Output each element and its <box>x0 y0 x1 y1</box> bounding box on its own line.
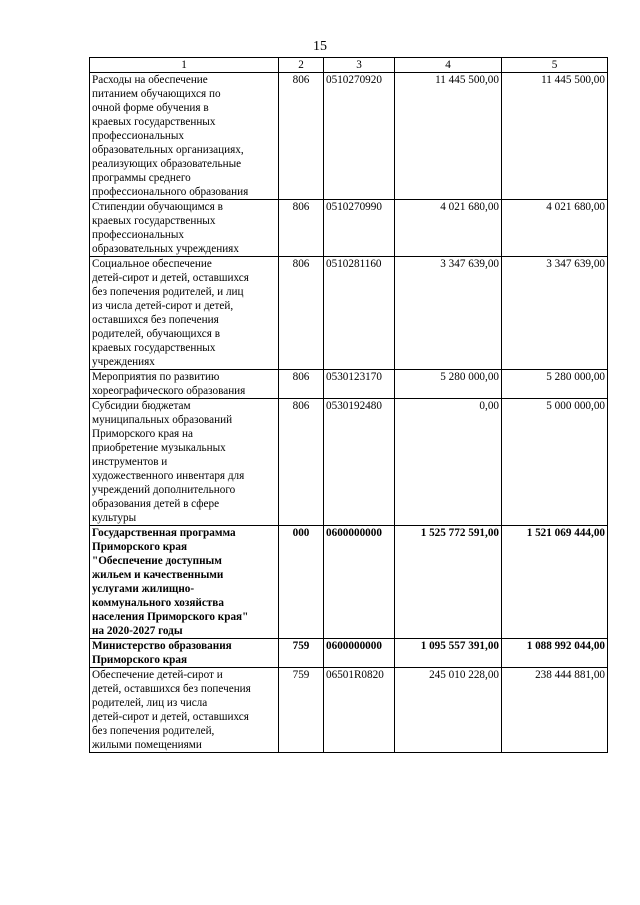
row-name-line: детей-сирот и детей, оставшихся <box>92 272 249 284</box>
row-amount-2-cell: 4 021 680,00 <box>502 200 608 257</box>
row-name-line: "Обеспечение доступным <box>92 555 222 567</box>
row-amount-1-cell: 1 525 772 591,00 <box>395 526 502 639</box>
row-amount-2-cell: 238 444 881,00 <box>502 668 608 753</box>
table-header <box>90 58 608 73</box>
row-classifier-cell: 0530192480 <box>324 399 395 526</box>
row-name-line: детей, оставшихся без попечения <box>92 683 251 695</box>
table-body <box>90 73 608 753</box>
row-name-line: программы среднего <box>92 172 191 184</box>
row-name-cell <box>90 257 279 370</box>
row-classifier-cell: 0510270920 <box>324 73 395 200</box>
row-name-line: из числа детей-сирот и детей, <box>92 300 234 312</box>
row-name-line: муниципальных образований <box>92 414 233 426</box>
row-classifier-cell: 0600000000 <box>324 639 395 668</box>
row-name-line: художественного инвентаря для <box>92 470 245 482</box>
row-name-line: краевых государственных <box>92 342 216 354</box>
row-name-line: образовательных учреждениях <box>92 243 239 255</box>
row-name-line: профессионального образования <box>92 186 249 198</box>
row-code-cell: 806 <box>279 73 324 200</box>
row-name-line: Государственная программа <box>92 527 236 539</box>
row-name-line: инструментов и <box>92 456 168 468</box>
row-amount-1-cell: 5 280 000,00 <box>395 370 502 399</box>
table-row <box>90 526 608 639</box>
row-name-line: краевых государственных <box>92 215 216 227</box>
row-name-line: Социальное обеспечение <box>92 258 212 270</box>
row-name-line: образовательных организациях, <box>92 144 244 156</box>
row-classifier-cell: 06501R0820 <box>324 668 395 753</box>
table-row <box>90 73 608 200</box>
row-amount-1-cell: 1 095 557 391,00 <box>395 639 502 668</box>
table-row <box>90 668 608 753</box>
row-name-line: населения Приморского края" <box>92 611 249 623</box>
row-name-line: детей-сирот и детей, оставшихся <box>92 711 249 723</box>
table-row <box>90 370 608 399</box>
row-name-cell <box>90 200 279 257</box>
header-row <box>90 58 608 73</box>
row-name-line: жильем и качественными <box>92 569 224 581</box>
row-name-cell <box>90 370 279 399</box>
row-name-line: коммунального хозяйства <box>92 597 224 609</box>
row-amount-1-cell: 3 347 639,00 <box>395 257 502 370</box>
row-name-line: на 2020-2027 годы <box>92 625 183 637</box>
row-name-line: Приморского края <box>92 541 188 553</box>
row-name-line: учреждений дополнительного <box>92 484 236 496</box>
row-amount-2-cell: 1 521 069 444,00 <box>502 526 608 639</box>
row-name-line: оставшихся без попечения <box>92 314 219 326</box>
row-name-line: Министерство образования <box>92 640 232 652</box>
row-name-line: учреждениях <box>92 356 155 368</box>
row-name-cell <box>90 668 279 753</box>
row-name-line: хореографического образования <box>92 385 246 397</box>
row-name-line: приобретение музыкальных <box>92 442 226 454</box>
row-name-line: краевых государственных <box>92 116 216 128</box>
row-name-line: без попечения родителей, <box>92 725 215 737</box>
row-name-line: родителей, обучающихся в <box>92 328 220 340</box>
row-amount-1-cell: 0,00 <box>395 399 502 526</box>
row-name-cell <box>90 639 279 668</box>
row-code-cell: 759 <box>279 639 324 668</box>
header-col-5: 5 <box>502 58 608 73</box>
row-name-cell <box>90 73 279 200</box>
row-code-cell: 759 <box>279 668 324 753</box>
row-name-line: Обеспечение детей-сирот и <box>92 669 223 681</box>
row-name-line: профессиональных <box>92 229 185 241</box>
table-row <box>90 399 608 526</box>
table-row <box>90 639 608 668</box>
row-name-line: очной форме обучения в <box>92 102 209 114</box>
row-name-line: Мероприятия по развитию <box>92 371 220 383</box>
row-name-line: образования детей в сфере <box>92 498 220 510</box>
row-amount-2-cell: 1 088 992 044,00 <box>502 639 608 668</box>
header-col-4: 4 <box>395 58 502 73</box>
row-name-line: без попечения родителей, и лиц <box>92 286 244 298</box>
row-code-cell: 806 <box>279 370 324 399</box>
row-name-line: жилыми помещениями <box>92 739 202 751</box>
row-name-line: питанием обучающихся по <box>92 88 221 100</box>
row-classifier-cell: 0510281160 <box>324 257 395 370</box>
header-col-2: 2 <box>279 58 324 73</box>
row-classifier-cell: 0510270990 <box>324 200 395 257</box>
row-code-cell: 806 <box>279 200 324 257</box>
header-col-1: 1 <box>90 58 279 73</box>
row-amount-1-cell: 11 445 500,00 <box>395 73 502 200</box>
row-code-cell: 000 <box>279 526 324 639</box>
row-code-cell: 806 <box>279 257 324 370</box>
row-code-cell: 806 <box>279 399 324 526</box>
header-col-3: 3 <box>324 58 395 73</box>
row-name-line: услугами жилищно- <box>92 583 195 595</box>
row-name-line: Приморского края на <box>92 428 193 440</box>
row-name-line: Стипендии обучающимся в <box>92 201 223 213</box>
row-name-line: Субсидии бюджетам <box>92 400 191 412</box>
row-amount-2-cell: 11 445 500,00 <box>502 73 608 200</box>
row-name-line: Расходы на обеспечение <box>92 74 208 86</box>
table-row <box>90 257 608 370</box>
row-amount-2-cell: 3 347 639,00 <box>502 257 608 370</box>
page-number: 15 <box>313 39 327 54</box>
row-name-cell <box>90 399 279 526</box>
row-name-line: профессиональных <box>92 130 185 142</box>
row-name-line: родителей, лиц из числа <box>92 697 208 709</box>
row-name-cell <box>90 526 279 639</box>
row-classifier-cell: 0600000000 <box>324 526 395 639</box>
row-name-line: Приморского края <box>92 654 188 666</box>
row-amount-1-cell: 4 021 680,00 <box>395 200 502 257</box>
row-amount-1-cell: 245 010 228,00 <box>395 668 502 753</box>
budget-table <box>89 57 608 753</box>
row-name-line: культуры <box>92 512 137 524</box>
row-classifier-cell: 0530123170 <box>324 370 395 399</box>
table-row <box>90 200 608 257</box>
row-amount-2-cell: 5 280 000,00 <box>502 370 608 399</box>
row-amount-2-cell: 5 000 000,00 <box>502 399 608 526</box>
row-name-line: реализующих образовательные <box>92 158 242 170</box>
